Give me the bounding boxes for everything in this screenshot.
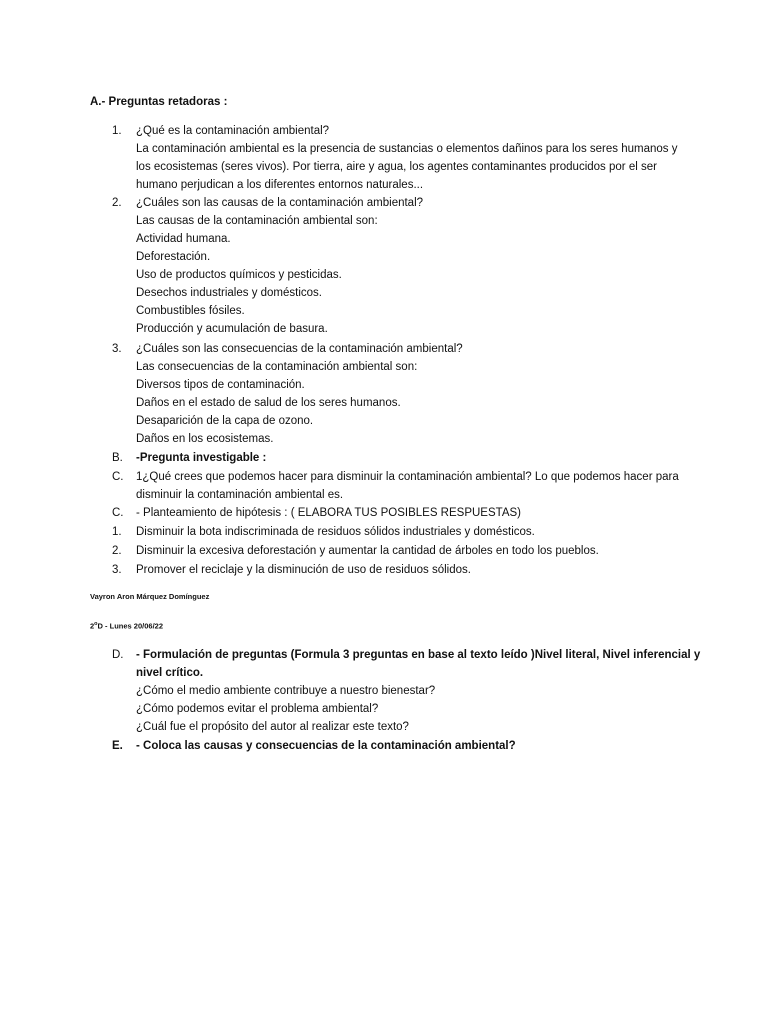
student-name: Vayron Aron Márquez Domínguez (90, 592, 210, 601)
question-text: ¿Cuáles son las consecuencias de la contaminación ambiental? (136, 343, 463, 355)
item-letter: B. (112, 452, 123, 464)
item-letter: C. (112, 507, 124, 519)
grade-date-line: 2$^o$D - Lunes 20/06/22 (90, 621, 163, 631)
item-number: 3. (112, 564, 122, 576)
hypothesis-heading: - Planteamiento de hipótesis : ( ELABORA TUS POSIBLES RESPUESTAS) (136, 507, 521, 519)
section-heading: A.- Preguntas retadoras : (90, 96, 228, 108)
item-letter: E. (112, 740, 123, 752)
hypothesis-text: Disminuir la excesiva deforestación y aumentar la cantidad de árboles en todo los pueblos. (136, 545, 599, 557)
question-formulation-heading: - Formulación de preguntas (Formula 3 preguntas en base al texto leído )Nivel literal, Nivel inferencial y (136, 649, 701, 661)
item-number: 2. (112, 197, 122, 209)
question-text: ¿Qué es la contaminación ambiental? (136, 125, 330, 137)
hypothesis-text: Promover el reciclaje y la disminución de uso de residuos sólidos. (136, 564, 471, 576)
investigable-question-label: -Pregunta investigable : (136, 452, 267, 464)
item-number: 1. (112, 526, 122, 538)
item-number: 1. (112, 125, 122, 137)
causes-consequences-prompt: - Coloca las causas y consecuencias de la contaminación ambiental? (136, 740, 516, 752)
item-number: 2. (112, 545, 122, 557)
question-text: ¿Cuáles son las causas de la contaminación ambiental? (136, 197, 424, 209)
investigable-question-text: 1¿Qué crees que podemos hacer para disminuir la contaminación ambiental? Lo que podemos hacer para (136, 471, 679, 483)
item-letter: D. (112, 649, 124, 661)
item-letter: C. (112, 471, 124, 483)
item-number: 3. (112, 343, 122, 355)
hypothesis-text: Disminuir la bota indiscriminada de residuos sólidos industriales y domésticos. (136, 526, 535, 538)
document-page: A.- Preguntas retadoras : 1. ¿Qué es la contaminación ambiental? La contaminación ambiental es la presencia de sustancias o elementos dañinos para los seres humanos y los ecosistemas (seres vivos). Por tierra, aire y agua, los agentes contaminantes producidos por el ser humano perjudican a los diferentes entornos naturales... 2. ¿Cuáles son las causas de la contaminación ambiental? Las causas de la contaminación ambiental son: Actividad humana. Deforestación. Uso de productos químicos y pesticidas. Desechos industriales y domésticos. Combustibles fósiles. Producción y acumulación de basura. 3. ¿Cuáles son las consecuencias de la contaminación ambiental? Las consecuencias de la contaminación ambiental son: Diversos tipos de contaminación. Daños en el estado de salud de los seres humanos. Desaparición de la capa de ozono. Daños en los ecosistemas. B. -Pregunta investigable : C. 1¿Qué crees que podemos hacer para disminuir la contaminación ambiental? Lo que podemos hacer para disminuir la contaminación ambiental es. C. - Planteamiento de hipótesis : ( ELABORA TUS POSIBLES RESPUESTAS) 1. Disminuir la bota indiscriminada de residuos sólidos industriales y domésticos. 2. Disminuir la excesiva deforestación y aumentar la cantidad de árboles en todo los pueblos. 3. Promover el reciclaje y la disminución de uso de residuos sólidos. D. - Formulación de preguntas (Formula 3 preguntas en base al texto leído )Nivel literal, Nivel inferencial y nivel crítico. ¿Cómo el medio ambiente contribuye a nuestro bienestar? ¿Cómo podemos evitar el problema ambiental? ¿Cuál fue el propósito del autor al realizar este texto? E. - Coloca las causas y consecuencias de la contaminación ambiental? Vayron Aron Márquez Domínguez 2$^o$D - Lunes 20/06/22 (0, 0, 768, 1024)
